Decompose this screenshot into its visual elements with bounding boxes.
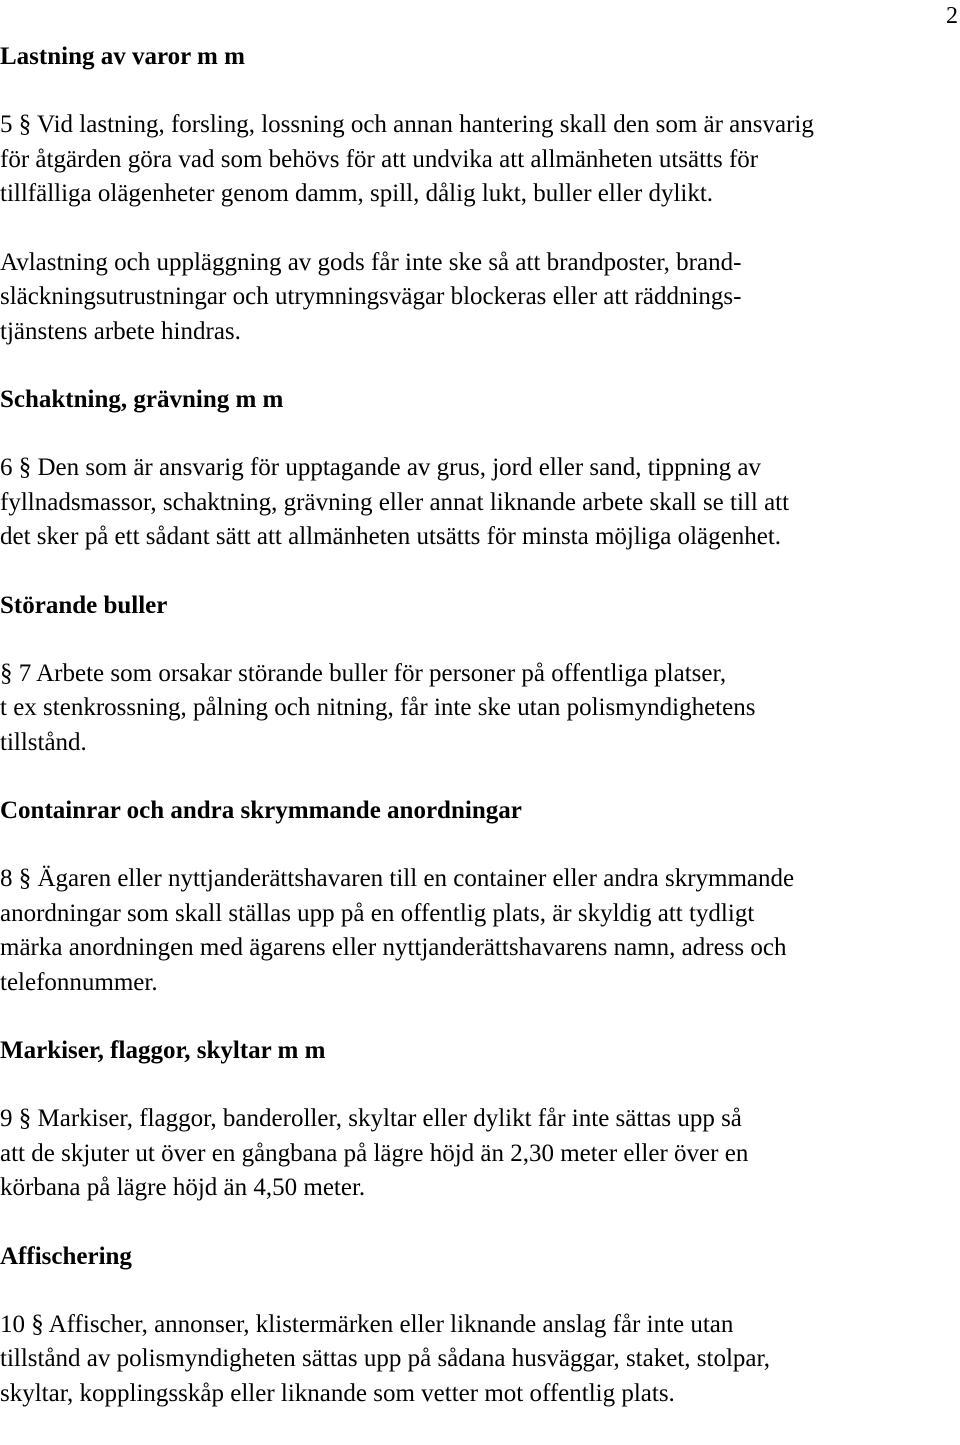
paragraph-line: släckningsutrustningar och utrymningsvägar blockeras eller att räddnings- [0, 283, 742, 310]
section [0, 383, 940, 555]
document-body [0, 40, 940, 1445]
section [0, 1240, 940, 1412]
paragraph-line: t ex stenkrossning, pålning och nitning, får inte ske utan polismyndighetens [0, 694, 756, 721]
paragraph-line: tjänstens arbete hindras. [0, 317, 241, 345]
paragraph-line: det sker på ett sådant sätt att allmänheten utsätts för minsta möjliga olägenhet. [0, 523, 782, 550]
section-heading: Lastning av varor m m [0, 43, 245, 70]
paragraph-line: 9 § Markiser, flaggor, banderoller, skyltar eller dylikt får inte sättas upp så [0, 1105, 742, 1132]
paragraph-line: 5 § Vid lastning, forsling, lossning och annan hantering skall den som är ansvarig [0, 111, 814, 138]
section [0, 1034, 940, 1206]
paragraph [0, 1308, 940, 1412]
paragraph [0, 862, 940, 1000]
paragraph [0, 657, 940, 761]
paragraph-line: § 7 Arbete som orsakar störande buller för personer på offentliga platser, [0, 659, 727, 687]
paragraph-line: tillstånd av polismyndigheten sättas upp på sådana husväggar, staket, stolpar, [0, 1345, 771, 1372]
section [0, 40, 940, 349]
section-heading: Schaktning, grävning m m [0, 386, 284, 413]
paragraph-line: telefonnummer. [0, 968, 158, 996]
section-heading: Markiser, flaggor, skyltar m m [0, 1037, 326, 1064]
paragraph-line: tillstånd. [0, 728, 87, 756]
paragraph-line: anordningar som skall ställas upp på en offentlig plats, är skyldig att tydligt [0, 899, 755, 927]
page-number: 2 [946, 3, 958, 29]
paragraph-line: skyltar, kopplingsskåp eller liknande som vetter mot offentlig plats. [0, 1379, 675, 1407]
paragraph [0, 1102, 940, 1206]
paragraph-line: märka anordningen med ägarens eller nyttjanderättshavarens namn, adress och [0, 934, 787, 961]
paragraph-line: 8 § Ägaren eller nyttjanderättshavaren till en container eller andra skrymmande [0, 865, 795, 892]
paragraph-line: fyllnadsmassor, schaktning, grävning eller annat liknande arbete skall se till att [0, 488, 790, 516]
paragraph-line: körbana på lägre höjd än 4,50 meter. [0, 1174, 366, 1201]
paragraph-line: för åtgärden göra vad som behövs för att undvika att allmänheten utsätts för [0, 145, 759, 173]
paragraph-line: Avlastning och uppläggning av gods får inte ske så att brandposter, brand- [0, 248, 742, 276]
section-heading: Affischering [0, 1242, 132, 1270]
section [0, 589, 940, 761]
paragraph-line: 6 § Den som är ansvarig för upptagande av grus, jord eller sand, tippning av [0, 454, 761, 481]
paragraph-line: 10 § Affischer, annonser, klistermärken eller liknande anslag får inte utan [0, 1310, 734, 1338]
section-heading: Störande buller [0, 591, 168, 619]
section-heading: Containrar och andra skrymmande anordningar [0, 797, 522, 824]
paragraph [0, 451, 940, 555]
paragraph [0, 108, 940, 212]
paragraph-line: att de skjuter ut över en gångbana på lägre höjd än 2,30 meter eller över en [0, 1139, 749, 1167]
section [0, 794, 940, 1000]
paragraph-line: tillfälliga olägenheter genom damm, spill, dålig lukt, buller eller dylikt. [0, 180, 714, 207]
paragraph [0, 246, 940, 350]
